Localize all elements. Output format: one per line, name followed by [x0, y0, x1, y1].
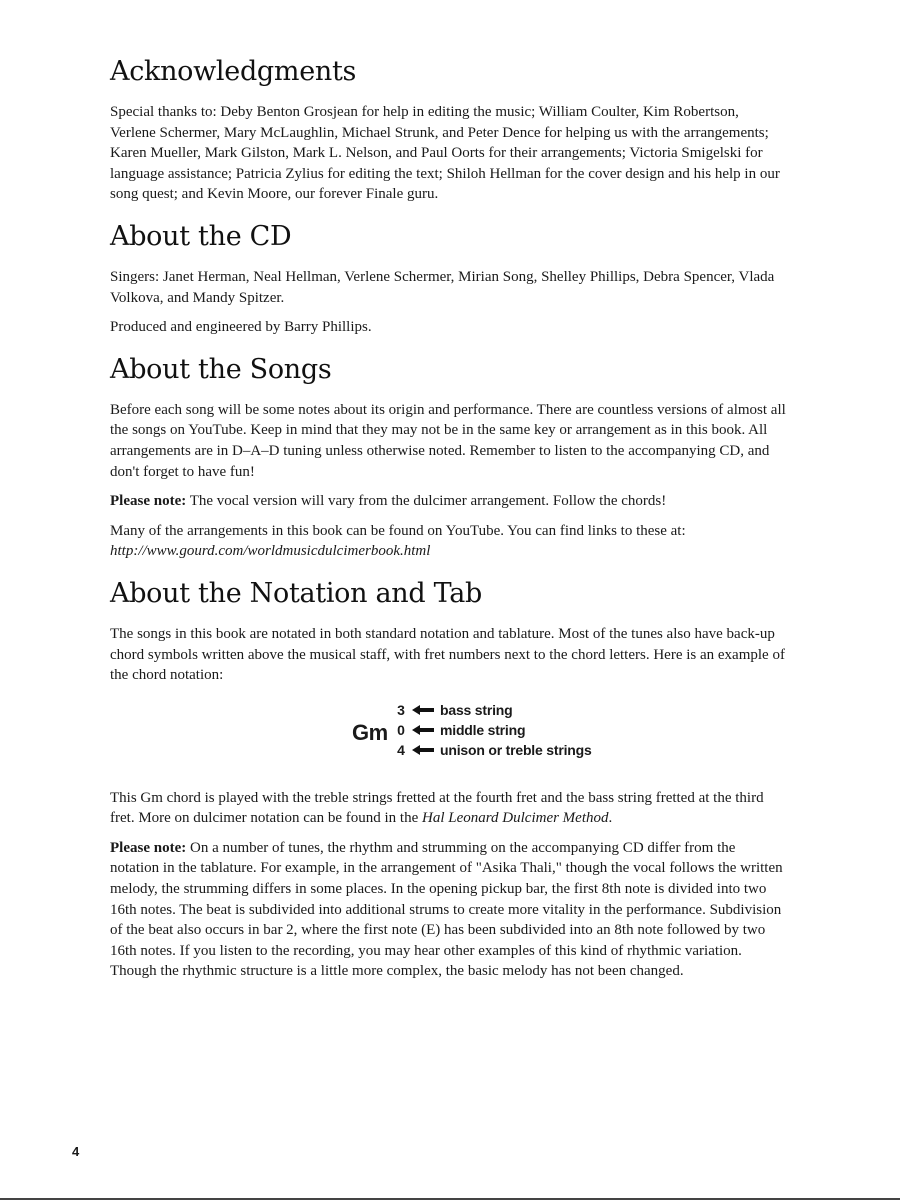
chord-row-middle — [394, 720, 525, 740]
acknowledgments-heading: Acknowledgments — [110, 56, 357, 87]
chord-string-label: middle string — [440, 721, 526, 738]
chord-fret: 3 — [397, 701, 405, 718]
about-cd-section — [110, 217, 786, 338]
chord-name: Gm — [352, 719, 388, 745]
page-content — [110, 52, 786, 994]
about-notation-heading: About the Notation and Tab — [110, 577, 483, 609]
chord-explanation-text: This Gm chord is played with the treble strings fretted at the fourth fret and the bass string fretted at the third fret. More on dulcimer notation can be found in the — [110, 789, 764, 827]
chord-explanation — [110, 788, 786, 829]
page-number: 4 — [72, 1144, 80, 1159]
notation-intro: The songs in this book are notated in both standard notation and tablature. Most of the tunes also have back-up chord symbols written above the musical staff, with fret numbers next to the chord letters. Here is an example of the chord notation: — [110, 625, 785, 684]
please-note-label: Please note: — [110, 839, 187, 856]
youtube-paragraph — [110, 521, 786, 562]
please-note-paragraph — [110, 491, 786, 512]
about-notation-section — [110, 574, 786, 982]
rhythm-note-paragraph — [110, 838, 786, 982]
acknowledgments-section — [110, 52, 786, 205]
singers-paragraph: Singers: Janet Herman, Neal Hellman, Verlene Schermer, Mirian Song, Shelley Phillips, Debra Spencer, Vlada Volkova, and Mandy Spitzer. — [110, 268, 775, 306]
arrow-left-icon — [412, 705, 434, 715]
chord-fret: 0 — [397, 721, 405, 738]
method-book-title: Hal Leonard Dulcimer Method — [422, 810, 609, 827]
rhythm-note-text: On a number of tunes, the rhythm and strumming on the accompanying CD differ from the notation in the tablature. For example, in the arrangement of "Asika Thali," though the vocal follows the written melody, the strumming differs in some places. In the opening pickup bar, the first 8th note is divided into two 16th notes. The beat is subdivided into additional strums to create more vitality in the performance. Subdivision of the beat also occurs in bar 2, where the first note (E) has been subdivided into an 8th note followed by two 16th notes. If you listen to the recording, you may hear other examples of this kind of rhythmic variation. Though the rhythmic structure is a little more complex, the basic melody has not been changed. — [110, 839, 783, 980]
chord-string-label: unison or treble strings — [440, 741, 592, 758]
about-songs-body: Before each song will be some notes about its origin and performance. There are countless versions of almost all the songs on YouTube. Keep in mind that they may not be in the same key or arrangement as in this book. All arrangements are in D–A–D tuning unless otherwise noted. Remember to listen to the accompanying CD, and don't forget to have fun! — [110, 401, 786, 480]
chord-row-treble — [394, 740, 592, 760]
youtube-url: http://www.gourd.com/worldmusicdulcimerbook.html — [110, 543, 431, 560]
about-songs-heading: About the Songs — [110, 353, 332, 385]
chord-explanation-end: . — [608, 810, 613, 827]
produced-paragraph: Produced and engineered by Barry Phillips. — [110, 319, 372, 336]
arrow-left-icon — [412, 745, 434, 755]
please-note-label: Please note: — [110, 493, 187, 510]
please-note-text: The vocal version will vary from the dulcimer arrangement. Follow the chords! — [186, 493, 667, 510]
arrow-left-icon — [412, 725, 434, 735]
chord-row-bass — [394, 700, 513, 720]
youtube-text: Many of the arrangements in this book can be found on YouTube. You can find links to these at: — [110, 522, 686, 539]
acknowledgments-body: Special thanks to: Deby Benton Grosjean for help in editing the music; William Coulter, Kim Robertson, Verlene Schermer, Mary McLaughlin, Michael Strunk, and Peter Dence for helping us with the arrangements; Karen Mueller, Mark Gilston, Mark L. Nelson, and Paul Oorts for their arrangements; Victoria Smigelski for language assistance; Patricia Zylius for editing the text; Shiloh Hellman for the cover design and his help in our song quest; and Kevin Moore, our forever Finale guru. — [110, 104, 780, 203]
chord-string-label: bass string — [440, 701, 513, 718]
chord-diagram — [110, 700, 786, 776]
chord-fret: 4 — [397, 741, 405, 758]
about-songs-section — [110, 350, 786, 562]
about-cd-heading: About the CD — [110, 220, 292, 252]
